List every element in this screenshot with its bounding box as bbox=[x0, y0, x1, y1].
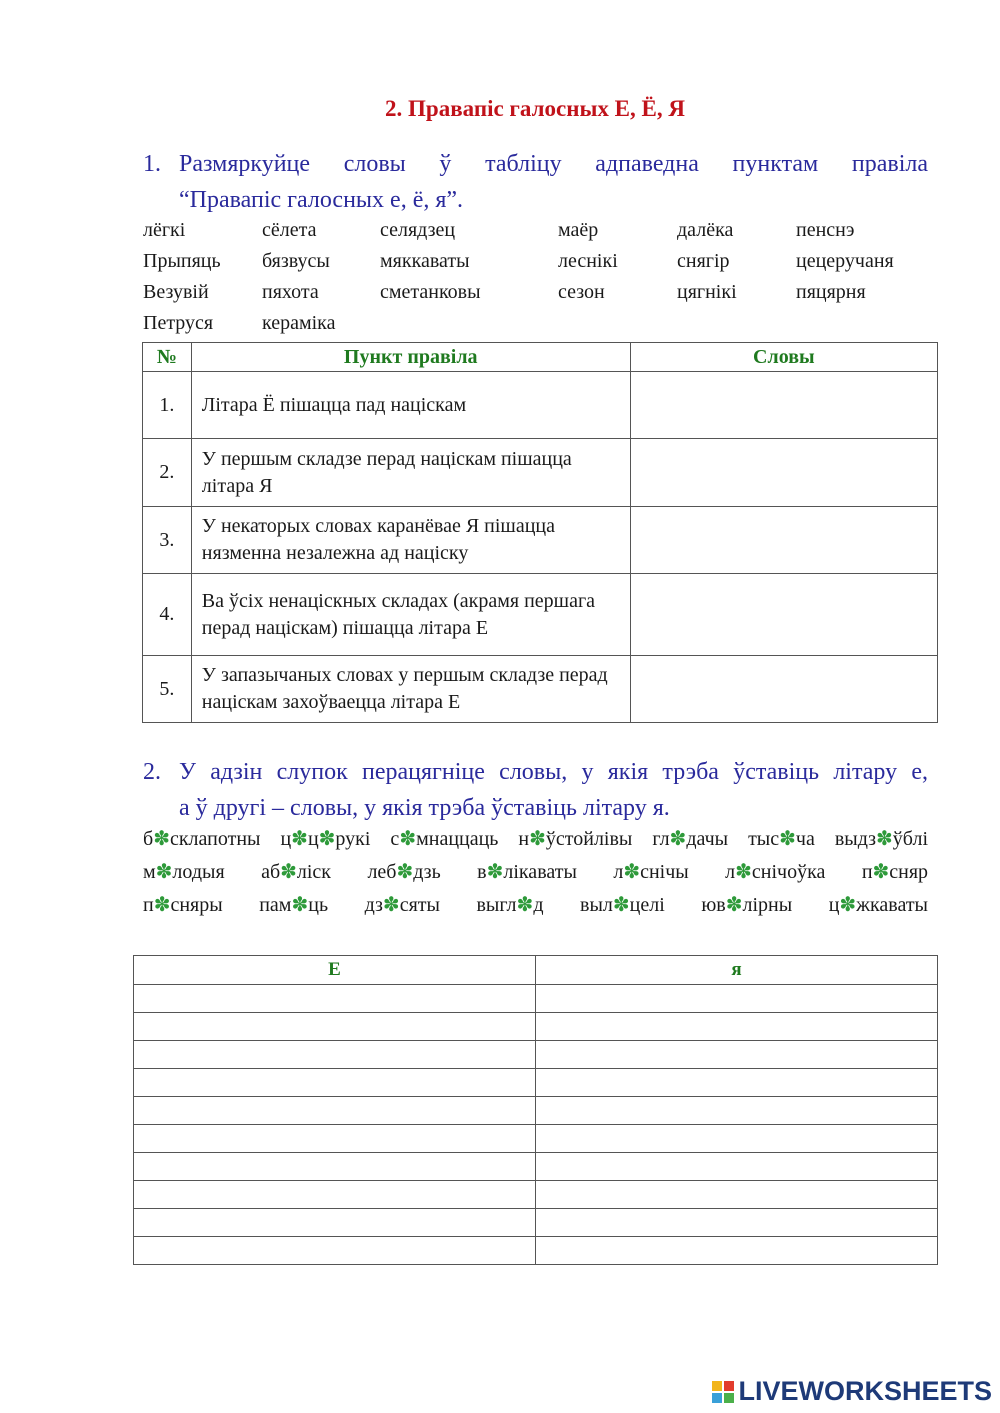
rule-number: 5. bbox=[143, 656, 192, 723]
word-fragment: сняры bbox=[170, 894, 223, 916]
draggable-word[interactable] bbox=[259, 894, 328, 916]
word-bank-item[interactable]: сёлета bbox=[262, 219, 317, 241]
task-1-line-1: Размяркуйце словы ў табліцу адпаведна пунктам правіла bbox=[179, 151, 928, 177]
drop-cell-e[interactable] bbox=[134, 1237, 536, 1265]
rules-header-rule: Пункт правіла bbox=[191, 343, 630, 372]
draggable-word[interactable] bbox=[143, 894, 223, 916]
rules-table bbox=[142, 342, 938, 723]
word-fragment: л bbox=[725, 861, 736, 883]
word-fragment: ўблі bbox=[892, 828, 929, 850]
rules-header-number: № bbox=[143, 343, 192, 372]
word-fragment: дз bbox=[364, 894, 383, 916]
word-fragment: выгл bbox=[476, 894, 517, 916]
word-fragment: леб bbox=[367, 861, 397, 883]
word-bank-item[interactable]: пяхота bbox=[262, 281, 319, 303]
rules-header-words: Словы bbox=[630, 343, 937, 372]
table-row bbox=[134, 1041, 938, 1069]
word-fragment: лодыя bbox=[172, 861, 225, 883]
word-fragment: дзь bbox=[413, 861, 441, 883]
drop-cell-e[interactable] bbox=[134, 1041, 536, 1069]
draggable-word[interactable] bbox=[748, 828, 815, 850]
table-row bbox=[143, 372, 938, 439]
table-row bbox=[134, 1125, 938, 1153]
word-fragment: дачы bbox=[686, 828, 729, 850]
rule-text: У некаторых словах каранёвае Я пішацца нязменна незалежна ад націску bbox=[191, 507, 630, 574]
rule-number: 1. bbox=[143, 372, 192, 439]
word-fragment: аб bbox=[261, 861, 281, 883]
blank-clover-icon: ✽ bbox=[516, 894, 534, 916]
word-fragment: д bbox=[533, 894, 544, 916]
word-fragment: ча bbox=[795, 828, 815, 850]
word-fragment: сяты bbox=[399, 894, 440, 916]
draggable-word[interactable] bbox=[367, 861, 440, 883]
blank-clover-icon: ✽ bbox=[280, 861, 297, 883]
blank-clover-icon: ✽ bbox=[318, 828, 336, 850]
draggable-word[interactable] bbox=[518, 828, 632, 850]
word-fragment: склапотны bbox=[169, 828, 261, 850]
drop-cell-ya[interactable] bbox=[536, 1097, 938, 1125]
drop-cell-e[interactable] bbox=[134, 1125, 536, 1153]
word-bank-item[interactable]: снягір bbox=[677, 250, 730, 272]
rule-text: Ва ўсіх ненаціскных складах (акрамя першага перад націскам) пішацца літара Е bbox=[191, 574, 630, 656]
blank-clover-icon: ✽ bbox=[872, 861, 890, 883]
table-row bbox=[134, 1097, 938, 1125]
drop-cell-e[interactable] bbox=[134, 985, 536, 1013]
word-fragment: ць bbox=[308, 894, 329, 916]
table-row bbox=[134, 1069, 938, 1097]
drop-cell-e[interactable] bbox=[134, 1013, 536, 1041]
word-fragment: в bbox=[477, 861, 487, 883]
blank-clover-icon: ✽ bbox=[529, 828, 546, 850]
word-fragment: л bbox=[613, 861, 624, 883]
word-fragment: п bbox=[143, 894, 154, 916]
blank-clover-icon: ✽ bbox=[399, 828, 417, 850]
word-bank-item[interactable]: далёка bbox=[677, 219, 734, 241]
drop-cell-ya[interactable] bbox=[536, 1181, 938, 1209]
word-fragment: лірны bbox=[742, 894, 793, 916]
table-row bbox=[134, 1013, 938, 1041]
word-bank-item[interactable]: леснікі bbox=[558, 250, 618, 272]
draggable-word[interactable] bbox=[280, 828, 370, 850]
draggable-word[interactable] bbox=[580, 894, 665, 916]
blank-clover-icon: ✽ bbox=[623, 861, 641, 883]
column-header-e: Е bbox=[134, 956, 536, 985]
word-bank-item[interactable]: пяцярня bbox=[796, 281, 866, 303]
rule-text: У запазычаных словах у першым складзе перад націскам захоўваецца літара Е bbox=[191, 656, 630, 723]
table-row bbox=[143, 656, 938, 723]
word-bank-item[interactable]: пенснэ bbox=[796, 219, 855, 241]
word-fragment: снічоўка bbox=[751, 861, 826, 883]
table-row bbox=[134, 1181, 938, 1209]
blank-clover-icon: ✽ bbox=[291, 894, 309, 916]
draggable-word[interactable] bbox=[390, 828, 498, 850]
words-drop-zone[interactable] bbox=[630, 656, 937, 723]
draggable-word[interactable] bbox=[652, 828, 728, 850]
blank-clover-icon: ✽ bbox=[291, 828, 308, 850]
drop-cell-ya[interactable] bbox=[536, 1125, 938, 1153]
word-bank-item[interactable]: сметанковы bbox=[380, 281, 481, 303]
task-1-instruction bbox=[143, 146, 928, 218]
task-2-line-2: а ў другі – словы, у якія трэба ўставіць літару я. bbox=[179, 795, 670, 821]
blank-clover-icon: ✽ bbox=[669, 828, 687, 850]
word-fragment: с bbox=[390, 828, 400, 850]
task-1-line-2: “Правапіс галосных е, ё, я”. bbox=[179, 187, 464, 213]
table-row bbox=[134, 1209, 938, 1237]
drop-cell-ya[interactable] bbox=[536, 1041, 938, 1069]
words-drop-zone[interactable] bbox=[630, 439, 937, 507]
task-2-number: 2. bbox=[143, 759, 161, 785]
draggable-word[interactable] bbox=[261, 861, 331, 883]
blank-clover-icon: ✽ bbox=[612, 894, 630, 916]
rule-text: Літара Ё пішацца пад націскам bbox=[191, 372, 630, 439]
word-fragment: ліск bbox=[296, 861, 332, 883]
draggable-word[interactable] bbox=[835, 828, 928, 850]
drop-cell-ya[interactable] bbox=[536, 1153, 938, 1181]
draggable-word[interactable] bbox=[725, 861, 825, 883]
blank-clover-icon: ✽ bbox=[155, 861, 173, 883]
logo-badge-icon bbox=[712, 1381, 734, 1403]
blank-clover-icon: ✽ bbox=[153, 828, 170, 850]
word-fragment: выдз bbox=[834, 828, 877, 850]
task-2-instruction bbox=[143, 754, 928, 826]
word-fragment: пам bbox=[259, 894, 292, 916]
draggable-word[interactable] bbox=[476, 894, 543, 916]
drop-cell-ya[interactable] bbox=[536, 1237, 938, 1265]
task-2-line-1: У адзін слупок перацягніце словы, у якія трэба ўставіць літару е, bbox=[179, 759, 928, 785]
blank-clover-icon: ✽ bbox=[486, 861, 504, 883]
blank-clover-icon: ✽ bbox=[779, 828, 796, 850]
draggable-word[interactable] bbox=[365, 894, 440, 916]
draggable-word[interactable] bbox=[701, 894, 792, 916]
draggable-word[interactable] bbox=[143, 861, 225, 883]
word-bank-item[interactable]: Петруся bbox=[143, 312, 214, 334]
drop-cell-e[interactable] bbox=[134, 1209, 536, 1237]
page-title: 2. Правапіс галосных Е, Ё, Я bbox=[385, 96, 685, 121]
draggable-word[interactable] bbox=[829, 894, 928, 916]
word-fragment: целі bbox=[629, 894, 665, 916]
word-bank-item[interactable]: лёгкі bbox=[143, 219, 186, 241]
word-bank-item[interactable]: бязвусы bbox=[262, 250, 330, 272]
blank-clover-icon: ✽ bbox=[153, 894, 171, 916]
table-row bbox=[134, 1153, 938, 1181]
drop-cell-ya[interactable] bbox=[536, 1013, 938, 1041]
task-1-number: 1. bbox=[143, 151, 161, 177]
drop-cell-e[interactable] bbox=[134, 1181, 536, 1209]
drop-cell-e[interactable] bbox=[134, 1153, 536, 1181]
blank-clover-icon: ✽ bbox=[839, 894, 857, 916]
logo-text: LIVEWORKSHEETS bbox=[738, 1376, 992, 1406]
table-row bbox=[143, 507, 938, 574]
table-row bbox=[143, 574, 938, 656]
word-fragment: ц bbox=[828, 894, 840, 916]
rule-number: 3. bbox=[143, 507, 192, 574]
word-fragment: лікаваты bbox=[503, 861, 577, 883]
blank-clover-icon: ✽ bbox=[382, 894, 400, 916]
word-bank-item[interactable]: цягнікі bbox=[677, 281, 737, 303]
draggable-word[interactable] bbox=[477, 861, 577, 883]
drop-cell-ya[interactable] bbox=[536, 1069, 938, 1097]
word-bank-item[interactable]: Прыпяць bbox=[143, 250, 221, 272]
word-fragment: рукі bbox=[335, 828, 371, 850]
word-bank-item[interactable]: селядзец bbox=[380, 219, 456, 241]
table-row bbox=[134, 1237, 938, 1265]
rule-text: У першым складзе перад націскам пішацца літара Я bbox=[191, 439, 630, 507]
word-bank-item[interactable]: мяккаваты bbox=[380, 250, 470, 272]
word-bank-item[interactable]: маёр bbox=[558, 219, 599, 241]
word-fragment: ц bbox=[280, 828, 292, 850]
word-fragment: п bbox=[861, 861, 873, 883]
word-bank-item[interactable]: кераміка bbox=[262, 312, 336, 334]
word-fragment: мнаццаць bbox=[416, 828, 499, 850]
word-fragment: н bbox=[518, 828, 530, 850]
word-fragment: ўстойлівы bbox=[545, 828, 633, 850]
table-row bbox=[134, 985, 938, 1013]
fill-in-words bbox=[143, 823, 928, 922]
words-drop-zone[interactable] bbox=[630, 372, 937, 439]
drop-cell-ya[interactable] bbox=[536, 985, 938, 1013]
e-ya-sort-table bbox=[133, 955, 938, 1265]
word-fragment: м bbox=[143, 861, 156, 883]
draggable-word[interactable] bbox=[613, 861, 688, 883]
words-drop-zone[interactable] bbox=[630, 574, 937, 656]
column-header-ya: я bbox=[536, 956, 938, 985]
drop-cell-ya[interactable] bbox=[536, 1209, 938, 1237]
rule-number: 2. bbox=[143, 439, 192, 507]
word-fragment: ц bbox=[307, 828, 319, 850]
blank-clover-icon: ✽ bbox=[396, 861, 414, 883]
word-fragment: б bbox=[143, 828, 154, 850]
word-fragment: гл bbox=[652, 828, 670, 850]
word-fragment: тыс bbox=[748, 828, 780, 850]
words-drop-zone[interactable] bbox=[630, 507, 937, 574]
liveworksheets-logo bbox=[712, 1376, 992, 1407]
word-fragment: жкаваты bbox=[856, 894, 928, 916]
word-fragment: юв bbox=[701, 894, 726, 916]
blank-clover-icon: ✽ bbox=[735, 861, 752, 883]
word-bank-item[interactable]: Везувій bbox=[143, 281, 209, 303]
draggable-word[interactable] bbox=[862, 861, 928, 883]
word-bank-item[interactable]: цецеручаня bbox=[796, 250, 894, 272]
blank-clover-icon: ✽ bbox=[725, 894, 743, 916]
rule-number: 4. bbox=[143, 574, 192, 656]
word-fragment: выл bbox=[580, 894, 613, 916]
drop-cell-e[interactable] bbox=[134, 1069, 536, 1097]
draggable-word[interactable] bbox=[143, 828, 260, 850]
word-bank-item[interactable]: сезон bbox=[558, 281, 605, 303]
drop-cell-e[interactable] bbox=[134, 1097, 536, 1125]
word-fragment: сняр bbox=[889, 861, 929, 883]
table-row bbox=[143, 439, 938, 507]
word-fragment: снічы bbox=[640, 861, 689, 883]
blank-clover-icon: ✽ bbox=[876, 828, 893, 850]
